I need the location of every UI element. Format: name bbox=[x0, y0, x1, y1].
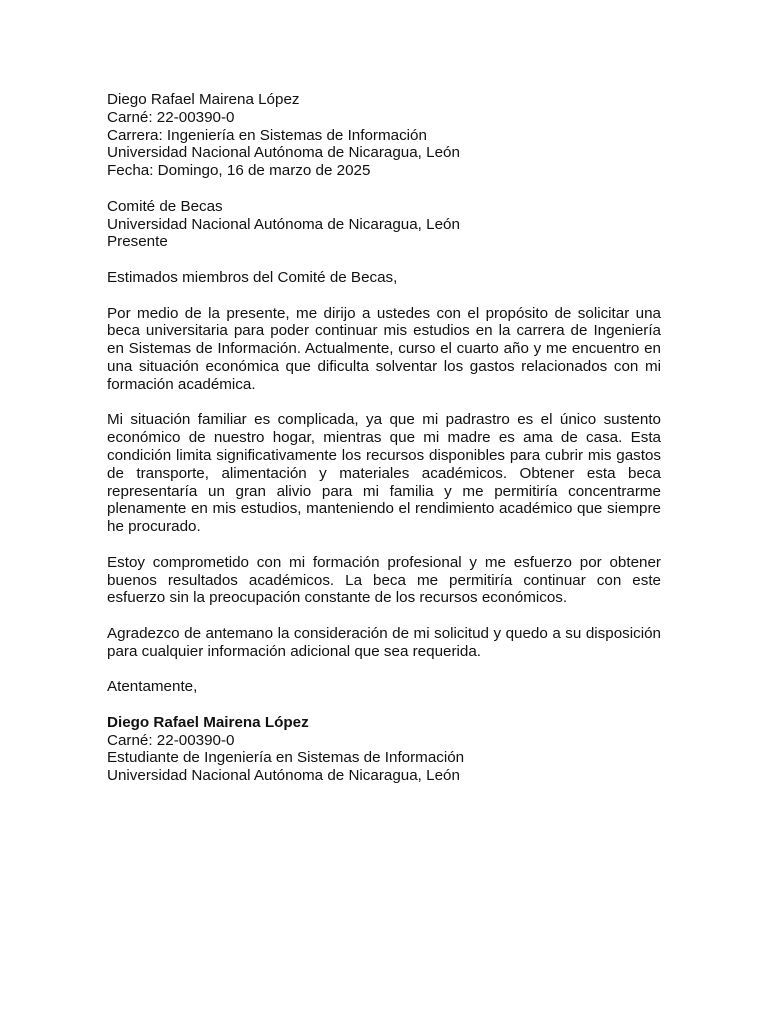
recipient-committee: Comité de Becas bbox=[107, 197, 223, 215]
recipient-presente: Presente bbox=[107, 233, 168, 251]
signature-id: Carné: 22-00390-0 bbox=[107, 731, 235, 749]
letter-page bbox=[107, 91, 661, 803]
signature-university: Universidad Nacional Autónoma de Nicaragua, León bbox=[107, 767, 460, 785]
closing: Atentamente, bbox=[107, 678, 198, 696]
salutation: Estimados miembros del Comité de Becas, bbox=[107, 268, 398, 286]
sender-name: Diego Rafael Mairena López bbox=[107, 91, 300, 108]
body-paragraph-2: Mi situación familiar es complicada, ya que mi padrastro es el único sustento económico de nuestro hogar, mientras que mi madre es ama de casa. Esta condición limita significativamente los recursos disponibles para cubrir mis gastos de transporte, alimentación y materiales académicos. Obtener esta beca representaría un gran alivio para mi familia y me permitiría concentrarme plenamente en mis estudios, manteniendo el rendimiento académico que siempre he procurado. bbox=[107, 411, 661, 536]
recipient-university: Universidad Nacional Autónoma de Nicaragua, León bbox=[107, 215, 460, 233]
body-paragraph-3: Estoy comprometido con mi formación profesional y me esfuerzo por obtener buenos resultados académicos. La beca me permitiría continuar con este esfuerzo sin la preocupación constante de los recursos económicos. bbox=[107, 553, 661, 607]
body-paragraph-4: Agradezco de antemano la consideración de mi solicitud y quedo a su disposición para cualquier información adicional que sea requerida. bbox=[107, 624, 661, 660]
recipient-block bbox=[107, 198, 661, 251]
sender-university: Universidad Nacional Autónoma de Nicaragua, León bbox=[107, 144, 460, 162]
sender-id: Carné: 22-00390-0 bbox=[107, 108, 235, 126]
letter-date: Fecha: Domingo, 16 de marzo de 2025 bbox=[107, 162, 371, 180]
sender-career: Carrera: Ingeniería en Sistemas de Información bbox=[107, 126, 427, 144]
body-paragraph-1: Por medio de la presente, me dirijo a ustedes con el propósito de solicitar una beca universitaria para poder continuar mis estudios en la carrera de Ingeniería en Sistemas de Información. Actualmente, curso el cuarto año y me encuentro en una situación económica que dificulta solventar los gastos relacionados con mi formación académica. bbox=[107, 304, 661, 393]
signature-block bbox=[107, 714, 661, 785]
signature-role: Estudiante de Ingeniería en Sistemas de Información bbox=[107, 749, 465, 767]
signature-name: Diego Rafael Mairena López bbox=[107, 713, 309, 731]
sender-block bbox=[107, 91, 661, 180]
